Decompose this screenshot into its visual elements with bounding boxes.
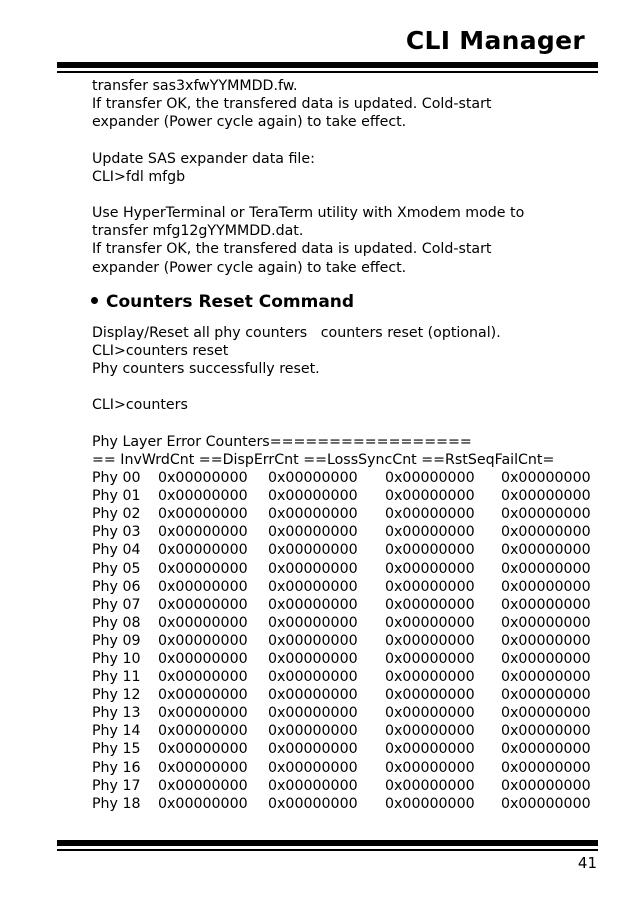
counter-value-cell: 0x00000000 bbox=[501, 470, 591, 487]
counter-value-cell: 0x00000000 bbox=[385, 470, 475, 487]
text-line: CLI>fdl mfgb bbox=[92, 168, 186, 185]
counter-value-cell: 0x00000000 bbox=[158, 506, 248, 523]
counter-value-cell: 0x00000000 bbox=[268, 669, 358, 686]
counter-value-cell: 0x00000000 bbox=[385, 777, 475, 794]
phy-label-cell: Phy 06 bbox=[92, 578, 141, 595]
counter-value-cell: 0x00000000 bbox=[268, 632, 358, 649]
counter-value-cell: 0x00000000 bbox=[158, 650, 248, 667]
phy-label-cell: Phy 05 bbox=[92, 560, 141, 577]
counter-value-cell: 0x00000000 bbox=[158, 524, 248, 541]
counter-value-cell: 0x00000000 bbox=[385, 524, 475, 541]
table-row bbox=[92, 560, 601, 578]
counter-value-cell: 0x00000000 bbox=[158, 759, 248, 776]
counter-value-cell: 0x00000000 bbox=[501, 524, 591, 541]
counter-value-cell: 0x00000000 bbox=[501, 795, 591, 812]
counter-value-cell: 0x00000000 bbox=[501, 596, 591, 613]
counter-value-cell: 0x00000000 bbox=[385, 596, 475, 613]
counter-value-cell: 0x00000000 bbox=[268, 506, 358, 523]
counter-value-cell: 0x00000000 bbox=[158, 687, 248, 704]
counter-value-cell: 0x00000000 bbox=[268, 560, 358, 577]
counter-value-cell: 0x00000000 bbox=[268, 741, 358, 758]
phy-label-cell: Phy 16 bbox=[92, 759, 141, 776]
phy-label-cell: Phy 13 bbox=[92, 705, 141, 722]
counter-value-cell: 0x00000000 bbox=[385, 741, 475, 758]
counter-value-cell: 0x00000000 bbox=[501, 578, 591, 595]
counter-value-cell: 0x00000000 bbox=[268, 795, 358, 812]
counter-value-cell: 0x00000000 bbox=[385, 614, 475, 631]
page-content bbox=[92, 77, 612, 813]
counter-value-cell: 0x00000000 bbox=[501, 705, 591, 722]
table-row bbox=[92, 469, 601, 487]
counter-value-cell: 0x00000000 bbox=[501, 741, 591, 758]
counter-value-cell: 0x00000000 bbox=[501, 506, 591, 523]
counter-value-cell: 0x00000000 bbox=[268, 578, 358, 595]
phy-label-cell: Phy 10 bbox=[92, 650, 141, 667]
counter-value-cell: 0x00000000 bbox=[158, 614, 248, 631]
counter-value-cell: 0x00000000 bbox=[158, 632, 248, 649]
counters-column-header: == InvWrdCnt ==DispErrCnt ==LossSyncCnt ==RstSeqFailCnt= bbox=[92, 451, 555, 468]
text-line: If transfer OK, the transfered data is updated. Cold-start bbox=[92, 241, 492, 258]
counter-value-cell: 0x00000000 bbox=[385, 687, 475, 704]
section-body bbox=[92, 324, 612, 813]
footer-rule-thin bbox=[57, 849, 598, 851]
counter-value-cell: 0x00000000 bbox=[158, 560, 248, 577]
counter-value-cell: 0x00000000 bbox=[385, 506, 475, 523]
text-line: expander (Power cycle again) to take effect. bbox=[92, 259, 407, 276]
table-row bbox=[92, 596, 601, 614]
counter-value-cell: 0x00000000 bbox=[268, 596, 358, 613]
counter-value-cell: 0x00000000 bbox=[268, 488, 358, 505]
counter-value-cell: 0x00000000 bbox=[385, 669, 475, 686]
phy-label-cell: Phy 12 bbox=[92, 687, 141, 704]
text-line: Display/Reset all phy counters counters reset (optional). bbox=[92, 324, 501, 341]
phy-label-cell: Phy 17 bbox=[92, 777, 141, 794]
counters-title: Phy Layer Error Counters================= bbox=[92, 433, 472, 450]
header-rule-thin bbox=[57, 71, 598, 73]
counter-value-cell: 0x00000000 bbox=[268, 723, 358, 740]
text-line: Use HyperTerminal or TeraTerm utility with Xmodem mode to bbox=[92, 205, 525, 222]
counter-value-cell: 0x00000000 bbox=[501, 542, 591, 559]
counter-value-cell: 0x00000000 bbox=[268, 470, 358, 487]
footer-rule-thick bbox=[57, 840, 598, 846]
counter-value-cell: 0x00000000 bbox=[268, 687, 358, 704]
table-row bbox=[92, 795, 601, 813]
table-row bbox=[92, 650, 601, 668]
table-row bbox=[92, 487, 601, 505]
text-line: expander (Power cycle again) to take effect. bbox=[92, 114, 407, 131]
table-row bbox=[92, 777, 601, 795]
counter-value-cell: 0x00000000 bbox=[268, 542, 358, 559]
counter-value-cell: 0x00000000 bbox=[158, 723, 248, 740]
table-row bbox=[92, 759, 601, 777]
command-line: CLI>counters bbox=[92, 397, 188, 414]
counter-value-cell: 0x00000000 bbox=[501, 723, 591, 740]
counter-value-cell: 0x00000000 bbox=[268, 614, 358, 631]
counter-value-cell: 0x00000000 bbox=[385, 705, 475, 722]
phy-label-cell: Phy 15 bbox=[92, 741, 141, 758]
phy-label-cell: Phy 02 bbox=[92, 506, 141, 523]
phy-label-cell: Phy 07 bbox=[92, 596, 141, 613]
intro-paragraphs bbox=[92, 77, 612, 277]
phy-label-cell: Phy 04 bbox=[92, 542, 141, 559]
page-number: 41 bbox=[577, 854, 597, 872]
counter-value-cell: 0x00000000 bbox=[268, 777, 358, 794]
counter-value-cell: 0x00000000 bbox=[385, 650, 475, 667]
counter-value-cell: 0x00000000 bbox=[501, 759, 591, 776]
counter-value-cell: 0x00000000 bbox=[501, 632, 591, 649]
counter-value-cell: 0x00000000 bbox=[385, 542, 475, 559]
counter-value-cell: 0x00000000 bbox=[501, 669, 591, 686]
counter-value-cell: 0x00000000 bbox=[385, 632, 475, 649]
counter-value-cell: 0x00000000 bbox=[158, 578, 248, 595]
counter-value-cell: 0x00000000 bbox=[385, 560, 475, 577]
phy-counters-table bbox=[92, 469, 601, 813]
counter-value-cell: 0x00000000 bbox=[158, 470, 248, 487]
table-row bbox=[92, 704, 601, 722]
counter-value-cell: 0x00000000 bbox=[158, 705, 248, 722]
counter-value-cell: 0x00000000 bbox=[385, 795, 475, 812]
counter-value-cell: 0x00000000 bbox=[158, 542, 248, 559]
phy-label-cell: Phy 03 bbox=[92, 524, 141, 541]
phy-label-cell: Phy 18 bbox=[92, 795, 141, 812]
table-row bbox=[92, 505, 601, 523]
counter-value-cell: 0x00000000 bbox=[158, 596, 248, 613]
counter-value-cell: 0x00000000 bbox=[385, 488, 475, 505]
table-row bbox=[92, 722, 601, 740]
phy-label-cell: Phy 11 bbox=[92, 669, 141, 686]
section-title: Counters Reset Command bbox=[106, 291, 355, 312]
phy-label-cell: Phy 14 bbox=[92, 723, 141, 740]
counter-value-cell: 0x00000000 bbox=[268, 650, 358, 667]
page-title: CLI Manager bbox=[405, 26, 585, 55]
counter-value-cell: 0x00000000 bbox=[501, 560, 591, 577]
text-line: CLI>counters reset bbox=[92, 343, 229, 360]
text-line: Update SAS expander data file: bbox=[92, 150, 315, 167]
counter-value-cell: 0x00000000 bbox=[268, 705, 358, 722]
bullet-icon bbox=[91, 297, 98, 304]
counter-value-cell: 0x00000000 bbox=[268, 524, 358, 541]
header-rule-thick bbox=[57, 62, 598, 68]
phy-label-cell: Phy 00 bbox=[92, 470, 141, 487]
counter-value-cell: 0x00000000 bbox=[385, 723, 475, 740]
text-line: transfer mfg12gYYMMDD.dat. bbox=[92, 223, 304, 240]
table-row bbox=[92, 541, 601, 559]
phy-label-cell: Phy 08 bbox=[92, 614, 141, 631]
table-row bbox=[92, 523, 601, 541]
table-row bbox=[92, 632, 601, 650]
phy-label-cell: Phy 09 bbox=[92, 632, 141, 649]
counter-value-cell: 0x00000000 bbox=[158, 777, 248, 794]
table-row bbox=[92, 578, 601, 596]
counter-value-cell: 0x00000000 bbox=[501, 687, 591, 704]
counter-value-cell: 0x00000000 bbox=[501, 777, 591, 794]
section-heading bbox=[87, 290, 607, 314]
counter-value-cell: 0x00000000 bbox=[385, 759, 475, 776]
counter-value-cell: 0x00000000 bbox=[501, 488, 591, 505]
table-row bbox=[92, 686, 601, 704]
counter-value-cell: 0x00000000 bbox=[385, 578, 475, 595]
table-row bbox=[92, 668, 601, 686]
counter-value-cell: 0x00000000 bbox=[158, 488, 248, 505]
table-row bbox=[92, 614, 601, 632]
phy-label-cell: Phy 01 bbox=[92, 488, 141, 505]
counter-value-cell: 0x00000000 bbox=[158, 669, 248, 686]
counter-value-cell: 0x00000000 bbox=[268, 759, 358, 776]
counter-value-cell: 0x00000000 bbox=[158, 795, 248, 812]
text-line: Phy counters successfully reset. bbox=[92, 361, 320, 378]
table-row bbox=[92, 740, 601, 758]
counter-value-cell: 0x00000000 bbox=[158, 741, 248, 758]
text-line: If transfer OK, the transfered data is updated. Cold-start bbox=[92, 96, 492, 113]
counter-value-cell: 0x00000000 bbox=[501, 650, 591, 667]
text-line: transfer sas3xfwYYMMDD.fw. bbox=[92, 78, 298, 94]
counter-value-cell: 0x00000000 bbox=[501, 614, 591, 631]
